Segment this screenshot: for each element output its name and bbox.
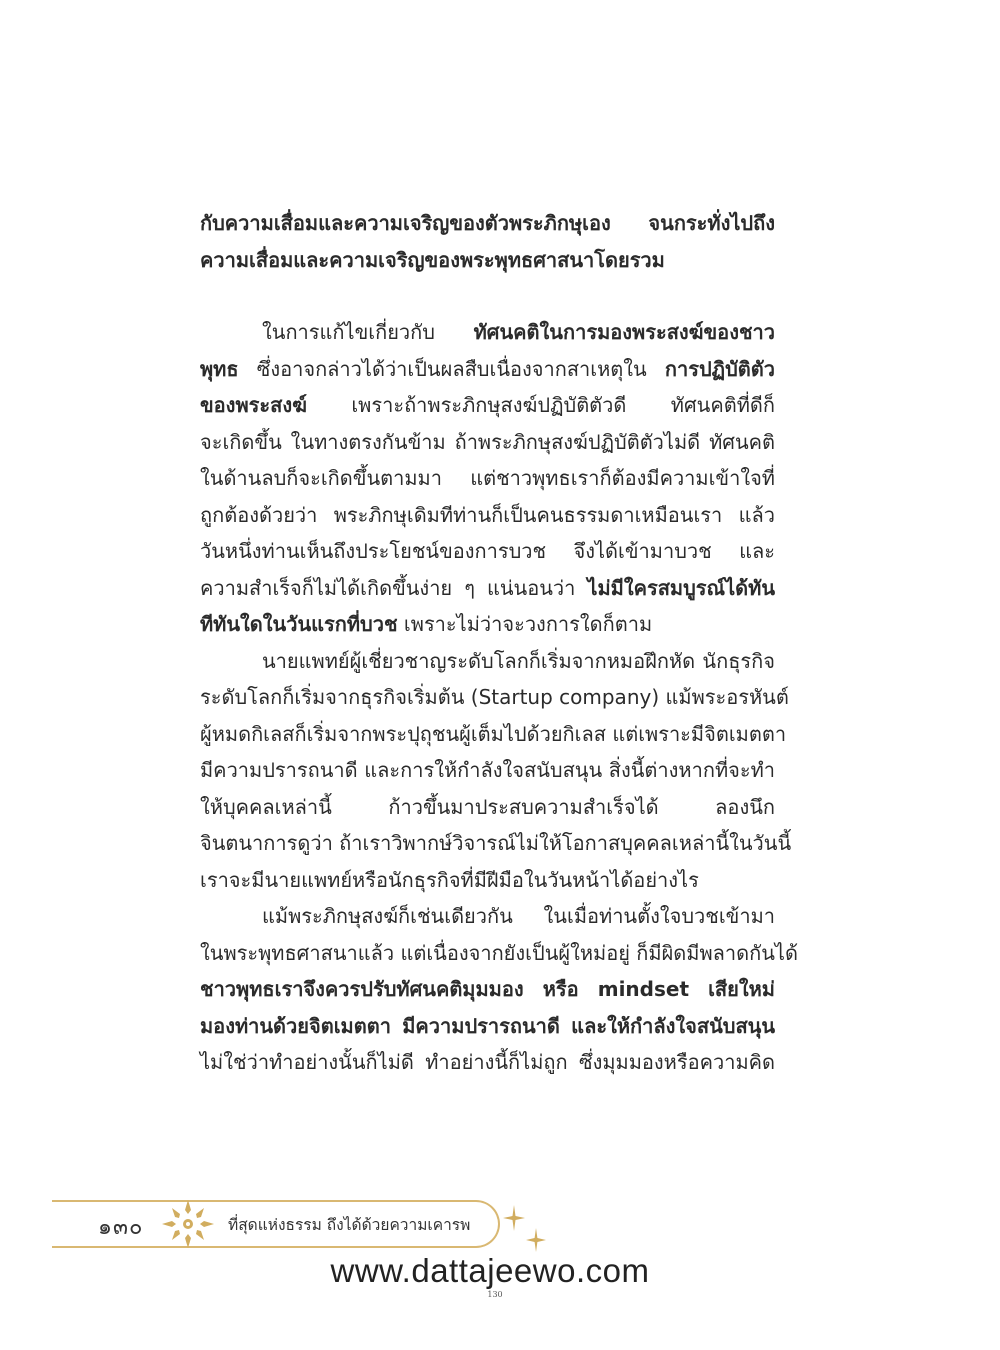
text-line: ระดับโลกก็เริ่มจากธุรกิจเริ่มต้น (Startup company) แม้พระอรหันต์ bbox=[200, 685, 789, 709]
text-line bbox=[200, 387, 775, 424]
bold-run: ทีทันใดในวันแรกที่บวช bbox=[200, 612, 398, 636]
text-line: ไม่ใช่ว่าทำอย่างนั้นก็ไม่ดี ทำอย่างนี้ก็ไม่ถูก ซึ่งมุมมองหรือความคิด bbox=[200, 1050, 775, 1074]
text-line bbox=[200, 643, 775, 680]
text-run: ความสำเร็จก็ไม่ได้เกิดขึ้นง่าย ๆ แน่นอนว่า bbox=[200, 575, 588, 600]
text-run: ในการแก้ไขเกี่ยวกับ bbox=[262, 320, 474, 344]
bold-run: ของพระสงฆ์ bbox=[200, 393, 307, 417]
text-line: มองท่านด้วยจิตเมตตา มีความปรารถนาดี และให้กำลังใจสนับสนุน bbox=[200, 1013, 775, 1038]
text-line: เราจะมีนายแพทย์หรือนักธุรกิจที่มีฝีมือในวันหน้าได้อย่างไร bbox=[200, 867, 699, 892]
text-line: จินตนาการดูว่า ถ้าเราวิพากษ์วิจารณ์ไม่ให้โอกาสบุคคลเหล่านี้ในวันนี้ bbox=[200, 831, 792, 855]
bold-run: การปฏิบัติตัว bbox=[664, 356, 775, 381]
text-run: เพราะไม่ว่าจะวงการใดก็ตาม bbox=[397, 612, 653, 636]
text-run: แม้พระภิกษุสงฆ์ก็เช่นเดียวกัน ในเมื่อท่านตั้งใจบวชเข้ามา bbox=[262, 904, 775, 928]
text-line: กับความเสื่อมและความเจริญของตัวพระภิกษุเอง จนกระทั่งไปถึง bbox=[200, 211, 775, 235]
text-line: ให้บุคคลเหล่านี้ ก้าวขึ้นมาประสบความสำเร็จได้ ลองนึก bbox=[200, 794, 775, 819]
paragraph-3 bbox=[200, 643, 792, 899]
text-line: ในด้านลบก็จะเกิดขึ้นตามมา แต่ชาวพุทธเราก็ต้องมีความเข้าใจที่ bbox=[200, 466, 775, 490]
paragraph-2 bbox=[200, 314, 775, 643]
text-line bbox=[200, 351, 775, 388]
text-line: วันหนึ่งท่านเห็นถึงประโยชน์ของการบวช จึงได้เข้ามาบวช และ bbox=[200, 539, 775, 563]
text-line bbox=[200, 570, 775, 607]
print-page-number: 130 bbox=[487, 1290, 503, 1299]
bold-run: ไม่มีใครสมบูรณ์ได้ทัน bbox=[587, 575, 775, 600]
text-line: มีความปรารถนาดี และการให้กำลังใจสนับสนุน สิ่งนี้ต่างหากที่จะทำ bbox=[200, 758, 775, 782]
text-line: ชาวพุทธเราจึงควรปรับทัศนคติมุมมอง หรือ mindset เสียใหม่ bbox=[200, 977, 775, 1001]
text-line bbox=[200, 606, 775, 643]
sparkle-icon bbox=[526, 1228, 546, 1252]
paragraph-1 bbox=[200, 205, 775, 278]
paragraph-4 bbox=[200, 898, 798, 1081]
text-run: เพราะถ้าพระภิกษุสงฆ์ปฏิบัติตัวดี ทัศนคติที่ดีก็ bbox=[306, 393, 775, 417]
book-title: ที่สุดแห่งธรรม ถึงได้ด้วยความเคารพ bbox=[228, 1216, 471, 1234]
text-line: ถูกต้องด้วยว่า พระภิกษุเดิมทีท่านก็เป็นคนธรรมดาเหมือนเรา แล้ว bbox=[200, 502, 775, 527]
body-text bbox=[200, 205, 798, 1081]
paragraph-gap bbox=[200, 278, 775, 314]
text-line: ความเสื่อมและความเจริญของพระพุทธศาสนาโดยรวม bbox=[200, 247, 665, 272]
text-line bbox=[200, 898, 775, 935]
bold-run: ทัศนคติในการมองพระสงฆ์ของชาว bbox=[473, 320, 775, 344]
gold-flower-ornament-icon bbox=[160, 1198, 216, 1250]
sparkle-icon bbox=[503, 1205, 525, 1231]
page-number: ๑๓๐ bbox=[98, 1215, 144, 1240]
text-line: จะเกิดขึ้น ในทางตรงกันข้าม ถ้าพระภิกษุสงฆ์ปฏิบัติตัวไม่ดี ทัศนคติ bbox=[200, 429, 775, 454]
text-line: ในพระพุทธศาสนาแล้ว แต่เนื่องจากยังเป็นผู้ใหม่อยู่ ก็มีผิดมีพลาดกันได้ bbox=[200, 940, 798, 965]
text-line: ผู้หมดกิเลสก็เริ่มจากพระปุถุชนผู้เต็มไปด้วยกิเลส แต่เพราะมีจิตเมตตา bbox=[200, 721, 787, 746]
bold-run: พุทธ bbox=[200, 356, 239, 381]
website-url: www.dattajeewo.com bbox=[330, 1252, 650, 1289]
text-line bbox=[200, 314, 775, 351]
text-run: นายแพทย์ผู้เชี่ยวชาญระดับโลกก็เริ่มจากหมอฝึกหัด นักธุรกิจ bbox=[262, 648, 775, 673]
text-run: ซึ่งอาจกล่าวได้ว่าเป็นผลสืบเนื่องจากสาเหตุใน bbox=[238, 356, 665, 381]
